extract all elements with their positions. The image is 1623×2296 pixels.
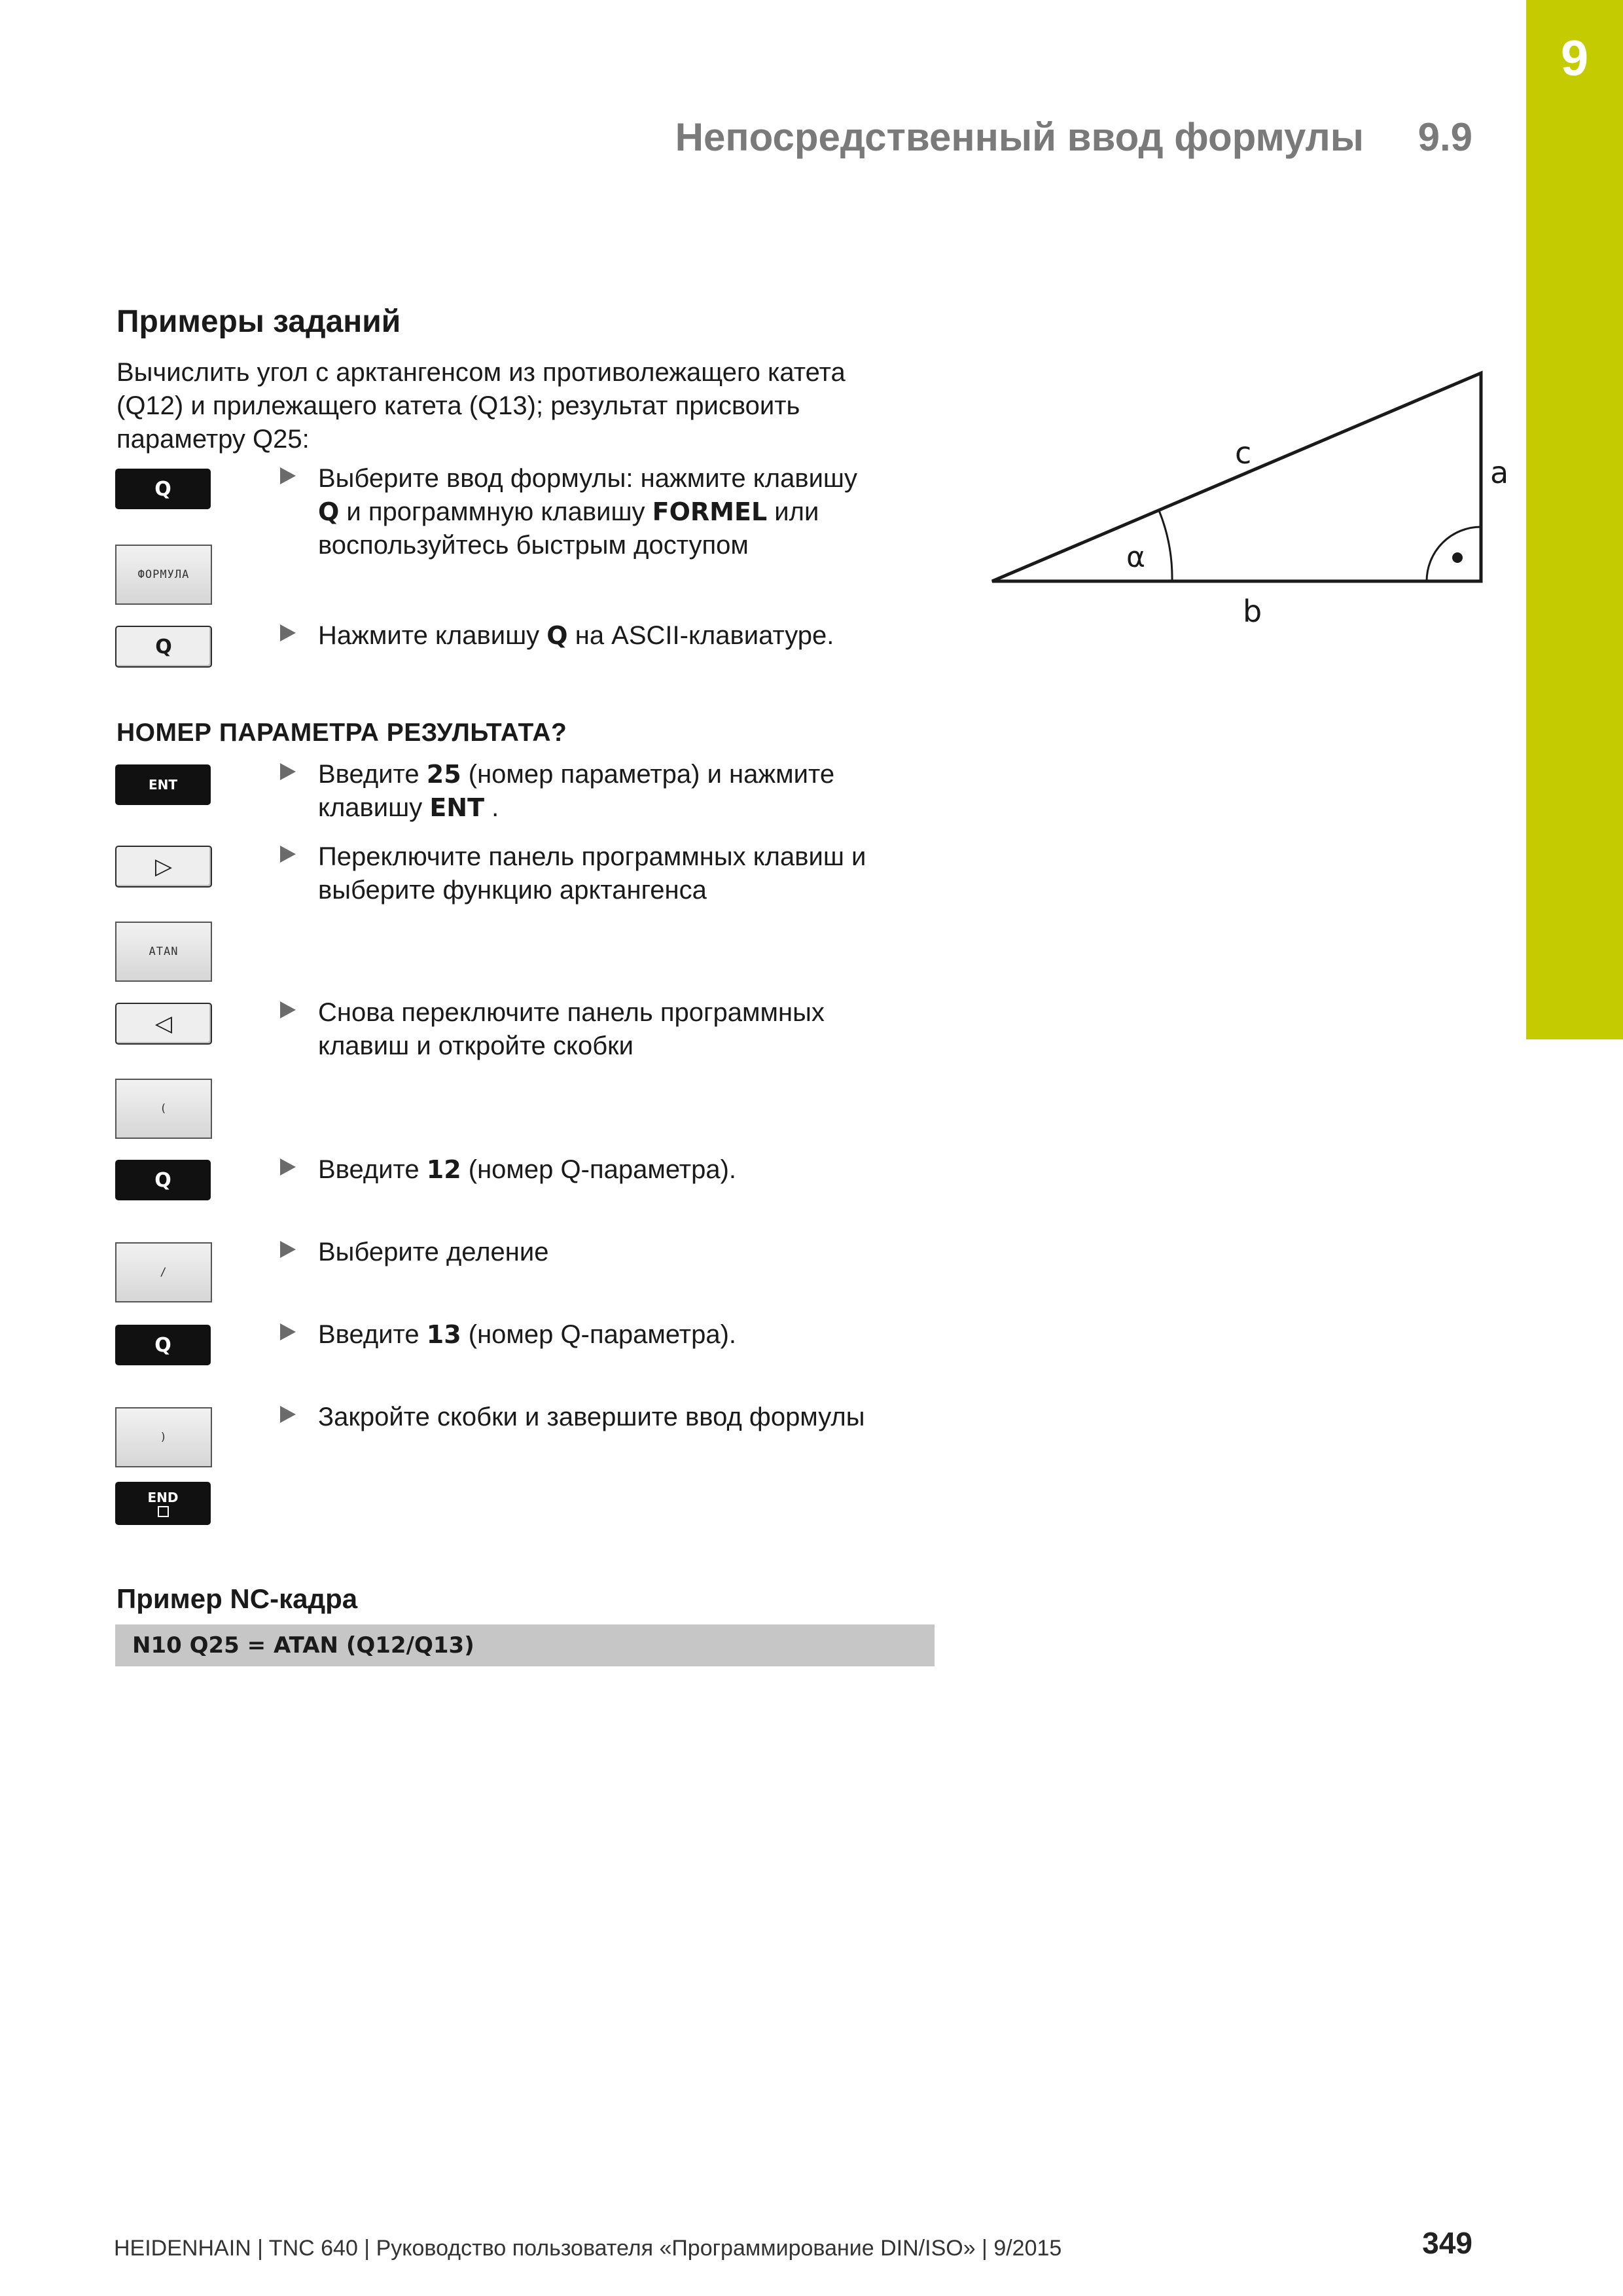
label-b: b — [1243, 594, 1262, 629]
step-text — [318, 1318, 935, 1352]
prev-softkey-bar-key: ◁ — [115, 1003, 212, 1045]
step-text-part: Введите — [318, 1155, 427, 1184]
step-arrow-icon — [280, 1323, 296, 1340]
key-name: Q — [318, 497, 340, 526]
intro-line: (Q12) и прилежащего катета (Q13); результат присвоить — [116, 391, 800, 420]
step-text-part: или — [767, 497, 819, 526]
step-text — [318, 462, 935, 562]
step-text: Закройте скобки и завершите ввод формулы — [318, 1403, 865, 1431]
step-text-part: Введите — [318, 760, 427, 789]
step-text-part: . — [484, 793, 499, 822]
footer-text: HEIDENHAIN | TNC 640 | Руководство пользователя «Программирование DIN/ISO» | 9/2015 — [114, 2236, 1062, 2261]
step-division — [280, 1236, 935, 1269]
step-text-part: (номер Q-параметра). — [461, 1320, 737, 1349]
step-arrow-icon — [280, 1241, 296, 1258]
chapter-number: 9 — [1560, 31, 1589, 86]
atan-softkey: ATAN — [115, 922, 212, 982]
nc-code: N10 Q25 = ATAN (Q12/Q13) — [132, 1632, 474, 1659]
close-parenthesis-softkey: ) — [115, 1407, 212, 1467]
right-triangle-diagram — [982, 353, 1518, 641]
division-softkey: / — [115, 1242, 212, 1302]
step-line: Переключите панель программных клавиш и — [318, 842, 866, 871]
key-name: Q — [546, 621, 568, 650]
triangle-outline — [992, 373, 1481, 581]
q-key: Q — [115, 469, 211, 509]
step-text — [318, 1153, 935, 1187]
step-enter-13 — [280, 1318, 935, 1352]
step-arrow-icon — [280, 1406, 296, 1423]
ent-key: ENT — [115, 764, 211, 805]
key-name: FORMEL — [652, 497, 768, 526]
next-softkey-bar-key: ▷ — [115, 846, 212, 888]
step-ascii — [280, 619, 935, 653]
step-arrow-icon — [280, 846, 296, 863]
step-line: выберите функцию арктангенса — [318, 876, 707, 905]
value: 25 — [426, 760, 461, 789]
intro-line: параметру Q25: — [116, 425, 310, 454]
step-arrow-icon — [280, 763, 296, 780]
step-arrow-icon — [280, 467, 296, 484]
step-switch-bar — [280, 840, 935, 907]
step-line: воспользуйтесь быстрым доступом — [318, 531, 749, 560]
value: 13 — [426, 1320, 461, 1349]
step-enter-12 — [280, 1153, 935, 1187]
step-text — [318, 996, 935, 1063]
intro-paragraph — [116, 356, 935, 456]
step-text-part: на ASCII-клавиатуре. — [567, 621, 834, 650]
step-line: Снова переключите панель программных — [318, 998, 825, 1027]
q-ascii-key: Q — [115, 626, 212, 668]
step-text — [318, 758, 935, 825]
result-parameter-prompt: НОМЕР ПАРАМЕТРА РЕЗУЛЬТАТА? — [116, 719, 567, 747]
step-arrow-icon — [280, 1001, 296, 1018]
intro-line: Вычислить угол с арктангенсом из противолежащего катета — [116, 358, 846, 387]
step-arrow-icon — [280, 624, 296, 641]
label-a: a — [1490, 455, 1509, 490]
label-alpha: α — [1126, 541, 1146, 574]
end-key — [115, 1482, 211, 1525]
step-arrow-icon — [280, 1158, 296, 1175]
right-angle-dot-icon — [1452, 552, 1463, 563]
step-text-part: (номер параметра) и нажмите — [461, 760, 835, 789]
step-line: клавиш и откройте скобки — [318, 1031, 633, 1060]
step-switch-back — [280, 996, 935, 1063]
step-text — [318, 840, 935, 907]
section-title: Непосредственный ввод формулы — [675, 115, 1364, 159]
page-number: 349 — [1422, 2226, 1472, 2260]
step-text-part: и программную клавишу — [339, 497, 652, 526]
chapter-sidebar — [1526, 0, 1623, 1039]
step-text-part: клавишу — [318, 793, 430, 822]
step-enter-number — [280, 758, 935, 825]
formula-softkey: ФОРМУЛА — [115, 545, 212, 605]
step-text-part: Нажмите клавишу — [318, 621, 547, 650]
value: 12 — [426, 1155, 461, 1184]
examples-heading: Примеры заданий — [116, 304, 401, 339]
step-text — [318, 619, 935, 653]
end-square-icon — [158, 1506, 169, 1517]
step-line: Выберите ввод формулы: нажмите клавишу — [318, 464, 858, 493]
end-key-label: END — [147, 1489, 179, 1505]
q-key: Q — [115, 1160, 211, 1200]
angle-arc-icon — [1159, 511, 1172, 581]
step-text: Выберите деление — [318, 1238, 549, 1266]
q-key: Q — [115, 1325, 211, 1365]
section-number: 9.9 — [1418, 115, 1472, 159]
step-close — [280, 1401, 935, 1434]
open-parenthesis-softkey: ( — [115, 1079, 212, 1139]
step-text-part: (номер Q-параметра). — [461, 1155, 737, 1184]
step-select-formula — [280, 462, 935, 562]
label-c: c — [1235, 435, 1252, 471]
nc-example-heading: Пример NC-кадра — [116, 1583, 358, 1614]
key-name: ENT — [429, 793, 485, 822]
step-text-part: Введите — [318, 1320, 427, 1349]
